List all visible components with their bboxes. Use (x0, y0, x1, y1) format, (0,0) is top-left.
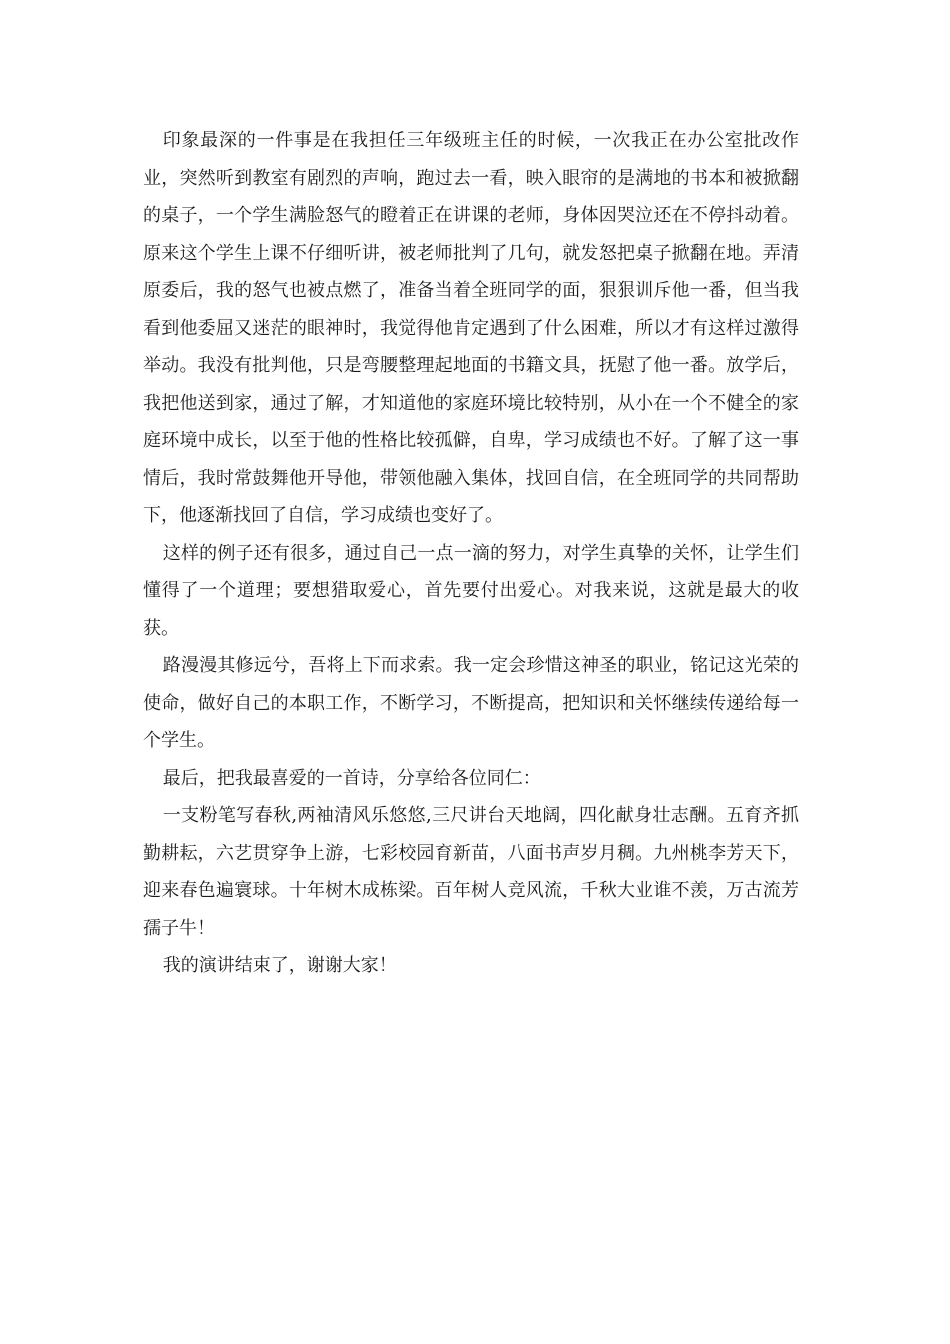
paragraph-story: 印象最深的一件事是在我担任三年级班主任的时候，一次我正在办公室批改作业，突然听到教室有剧烈的声响，跑过去一看，映入眼帘的是满地的书本和被掀翻的桌子，一个学生满脸怒气的瞪着正在讲课的老师，身体因哭泣还在不停抖动着。原来这个学生上课不仔细听讲，被老师批判了几句，就发怒把桌子掀翻在地。弄清原委后，我的怒气也被点燃了，准备当着全班同学的面，狠狠训斥他一番，但当我看到他委屈又迷茫的眼神时，我觉得他肯定遇到了什么困难，所以才有这样过激得举动。我没有批判他，只是弯腰整理起地面的书籍文具，抚慰了他一番。放学后，我把他送到家，通过了解，才知道他的家庭环境比较特别，从小在一个不健全的家庭环境中成长，以至于他的性格比较孤僻，自卑，学习成绩也不好。了解了这一事情后，我时常鼓舞他开导他，带领他融入集体，找回自信，在全班同学的共同帮助下，他逐渐找回了自信，学习成绩也变好了。 (143, 130, 799, 526)
paragraph-poem: 一支粉笔写春秋,两袖清风乐悠悠,三尺讲台天地阔，四化献身壮志酬。五育齐抓勤耕耘，六艺贯穿争上游，七彩校园育新苗，八面书声岁月稠。九州桃李芳天下，迎来春色遍寰球。十年树木成栋梁。百年树人竞风流，千秋大业谁不羡，万古流芳孺子牛！ (143, 805, 799, 939)
speech-body (143, 122, 799, 985)
paragraph-poem-intro: 最后，把我最喜爱的一首诗，分享给各位同仁： (162, 767, 541, 789)
paragraph-harvest: 这样的例子还有很多，通过自己一点一滴的努力，对学生真挚的关怀，让学生们懂得了一个道理；要想猎取爱心，首先要付出爱心。对我来说，这就是最大的收获。 (143, 542, 799, 639)
paragraph-commitment: 路漫漫其修远兮，吾将上下而求索。我一定会珍惜这神圣的职业，铭记这光荣的使命，做好自己的本职工作，不断学习，不断提高，把知识和关怀继续传递给每一个学生。 (143, 655, 799, 751)
paragraph-closing: 我的演讲结束了，谢谢大家！ (162, 955, 397, 976)
